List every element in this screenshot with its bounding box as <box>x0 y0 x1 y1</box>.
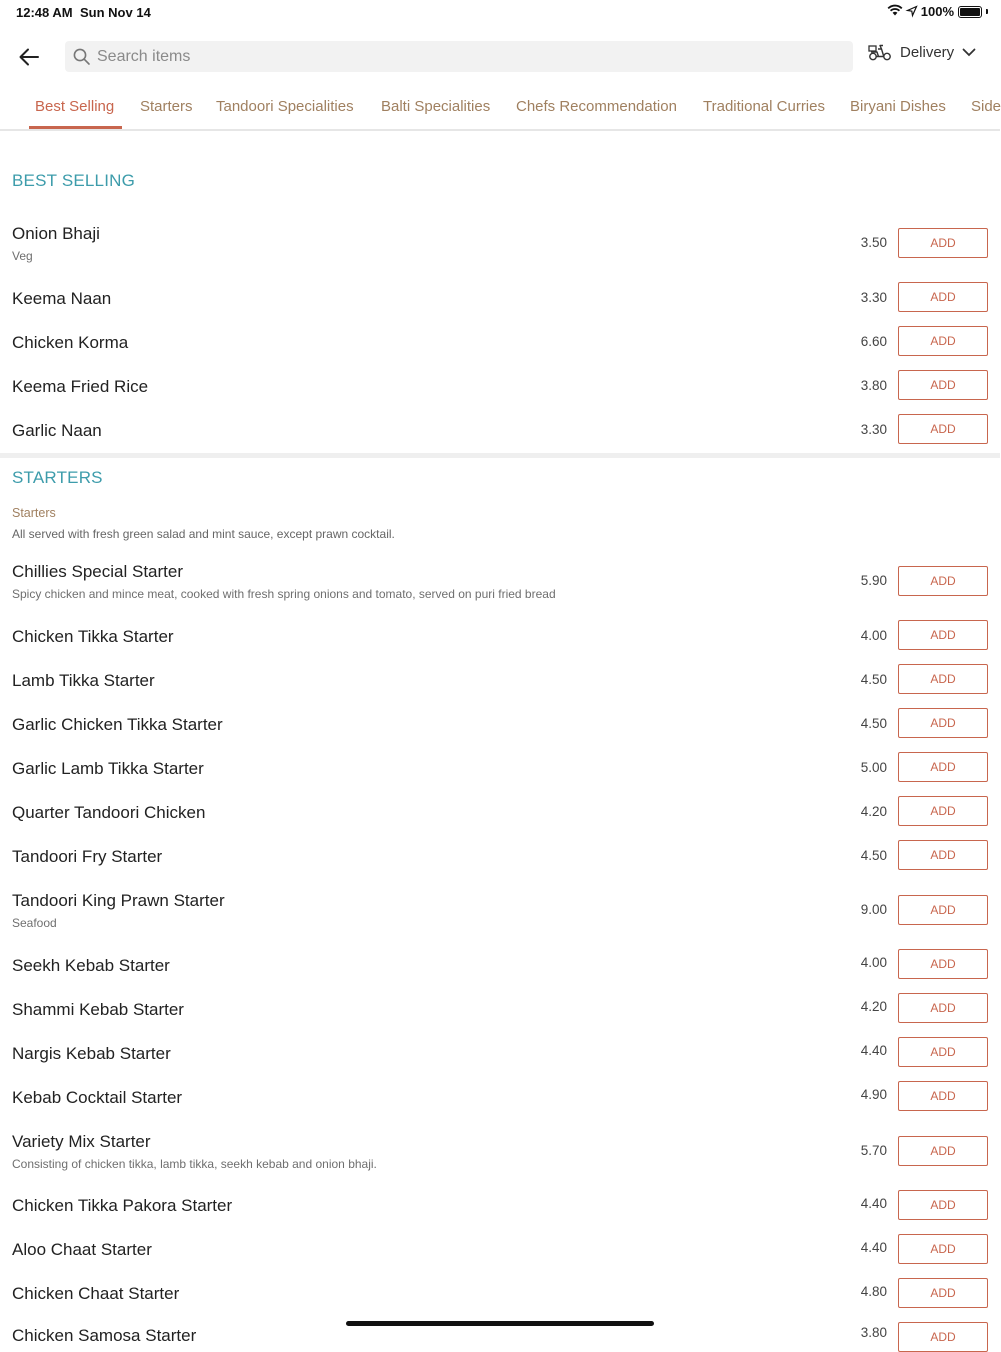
item-name: Garlic Chicken Tikka Starter <box>12 715 223 734</box>
add-button[interactable]: ADD <box>898 414 988 444</box>
menu-item <box>0 377 1000 407</box>
battery-percent: 100% <box>920 4 954 19</box>
item-name: Chillies Special Starter <box>12 562 184 581</box>
wifi-icon <box>887 4 903 19</box>
item-name: Chicken Tikka Pakora Starter <box>12 1196 233 1215</box>
add-button[interactable]: ADD <box>898 1136 988 1166</box>
item-name: Variety Mix Starter <box>12 1132 151 1151</box>
add-button[interactable]: ADD <box>898 1190 988 1220</box>
section-title-best-selling: BEST SELLING <box>12 171 136 190</box>
add-button[interactable]: ADD <box>898 840 988 870</box>
add-button[interactable]: ADD <box>898 282 988 312</box>
item-description: Consisting of chicken tikka, lamb tikka, seekh kebab and onion bhaji. <box>12 1157 377 1171</box>
back-arrow-icon <box>19 48 39 66</box>
item-name: Garlic Naan <box>12 421 102 440</box>
add-button[interactable]: ADD <box>898 566 988 596</box>
item-price: 3.80 <box>860 378 887 393</box>
item-price: 4.00 <box>860 955 887 970</box>
add-button[interactable]: ADD <box>898 796 988 826</box>
item-name: Nargis Kebab Starter <box>12 1044 171 1063</box>
item-name: Shammi Kebab Starter <box>12 1000 184 1019</box>
add-button[interactable]: ADD <box>898 326 988 356</box>
item-name: Garlic Lamb Tikka Starter <box>12 759 204 778</box>
item-name: Quarter Tandoori Chicken <box>12 803 206 822</box>
item-price: 4.80 <box>860 1284 887 1299</box>
item-name: Keema Fried Rice <box>12 377 149 396</box>
item-price: 3.80 <box>860 1325 887 1340</box>
item-name: Onion Bhaji <box>12 224 100 243</box>
item-price: 4.90 <box>860 1087 887 1102</box>
item-name: Chicken Tikka Starter <box>12 627 174 646</box>
battery-icon <box>958 6 982 18</box>
item-name: Chicken Korma <box>12 333 129 352</box>
menu-item <box>0 891 1000 935</box>
item-name: Chicken Chaat Starter <box>12 1284 180 1303</box>
menu-item <box>0 289 1000 319</box>
status-bar <box>0 0 1000 24</box>
menu-item <box>0 562 1000 606</box>
item-name: Aloo Chaat Starter <box>12 1240 152 1259</box>
item-price: 3.30 <box>860 290 887 305</box>
item-price: 4.20 <box>860 804 887 819</box>
scooter-icon <box>868 43 892 61</box>
section-divider <box>0 453 1000 458</box>
location-arrow-icon <box>907 4 917 19</box>
delivery-label: Delivery <box>900 43 955 61</box>
back-button[interactable] <box>14 42 44 72</box>
home-indicator <box>346 1321 654 1326</box>
menu-item <box>0 1000 1000 1030</box>
item-name: Tandoori King Prawn Starter <box>12 891 225 910</box>
add-button[interactable]: ADD <box>898 370 988 400</box>
add-button[interactable]: ADD <box>898 620 988 650</box>
menu-item <box>0 1044 1000 1074</box>
add-button[interactable]: ADD <box>898 1322 988 1352</box>
tab-sides[interactable]: Side <box>971 98 1001 115</box>
menu-item <box>0 1088 1000 1118</box>
menu-item <box>0 715 1000 745</box>
add-button[interactable]: ADD <box>898 1278 988 1308</box>
status-indicators <box>887 4 988 19</box>
item-name: Keema Naan <box>12 289 112 308</box>
menu-item <box>0 1284 1000 1314</box>
menu-item <box>0 1325 1000 1345</box>
menu-item <box>0 333 1000 363</box>
item-price: 4.50 <box>860 716 887 731</box>
menu-item <box>0 1196 1000 1226</box>
section-subtitle: Starters <box>12 506 56 520</box>
search-bar[interactable] <box>65 41 853 72</box>
tab-starters[interactable]: Starters <box>140 98 193 115</box>
item-description: Spicy chicken and mince meat, cooked with fresh spring onions and tomato, served on puri fried bread <box>12 587 556 601</box>
item-price: 6.60 <box>860 334 887 349</box>
chevron-down-icon <box>962 48 976 57</box>
add-button[interactable]: ADD <box>898 895 988 925</box>
add-button[interactable]: ADD <box>898 949 988 979</box>
search-input[interactable] <box>97 48 797 66</box>
item-price: 4.20 <box>860 999 887 1014</box>
menu-item <box>0 956 1000 986</box>
item-name: Lamb Tikka Starter <box>12 671 155 690</box>
item-tag: Seafood <box>12 916 57 930</box>
active-tab-indicator <box>29 126 122 129</box>
item-name: Chicken Samosa Starter <box>12 1326 197 1345</box>
item-price: 4.40 <box>860 1240 887 1255</box>
add-button[interactable]: ADD <box>898 228 988 258</box>
add-button[interactable]: ADD <box>898 1234 988 1264</box>
status-time: 12:48 AM <box>16 5 73 20</box>
menu-item <box>0 224 1000 268</box>
item-price: 4.40 <box>860 1043 887 1058</box>
delivery-selector[interactable] <box>868 43 976 61</box>
menu-item <box>0 847 1000 877</box>
item-tag: Veg <box>12 249 33 263</box>
add-button[interactable]: ADD <box>898 664 988 694</box>
category-tabs <box>0 86 1000 131</box>
item-price: 4.00 <box>860 628 887 643</box>
tab-best-selling[interactable]: Best Selling <box>35 98 115 115</box>
item-price: 5.00 <box>860 760 887 775</box>
item-price: 3.30 <box>860 422 887 437</box>
item-price: 9.00 <box>860 902 887 917</box>
menu-item <box>0 671 1000 701</box>
item-name: Seekh Kebab Starter <box>12 956 170 975</box>
item-name: Kebab Cocktail Starter <box>12 1088 183 1107</box>
header <box>0 40 1000 74</box>
item-price: 5.90 <box>860 573 887 588</box>
add-button[interactable]: ADD <box>898 752 988 782</box>
menu-item <box>0 421 1000 451</box>
item-name: Tandoori Fry Starter <box>12 847 163 866</box>
item-price: 5.70 <box>860 1143 887 1158</box>
tab-traditional-curries[interactable]: Traditional Curries <box>703 98 825 115</box>
add-button[interactable]: ADD <box>898 708 988 738</box>
item-price: 4.50 <box>860 672 887 687</box>
section-description: All served with fresh green salad and mint sauce, except prawn cocktail. <box>12 527 395 541</box>
tab-balti-specialities[interactable]: Balti Specialities <box>381 98 491 115</box>
menu-item <box>0 627 1000 657</box>
menu-item <box>0 803 1000 833</box>
add-button[interactable]: ADD <box>898 1037 988 1067</box>
item-price: 4.50 <box>860 848 887 863</box>
tab-tandoori-specialities[interactable]: Tandoori Specialities <box>216 98 354 115</box>
menu-item <box>0 1240 1000 1270</box>
status-date: Sun Nov 14 <box>80 5 151 20</box>
menu-item <box>0 1132 1000 1176</box>
tab-chefs-recommendation[interactable]: Chefs Recommendation <box>516 98 677 115</box>
section-title-starters: STARTERS <box>12 468 103 487</box>
item-price: 3.50 <box>860 235 887 250</box>
search-icon <box>73 48 90 65</box>
item-price: 4.40 <box>860 1196 887 1211</box>
menu-item <box>0 759 1000 789</box>
add-button[interactable]: ADD <box>898 1081 988 1111</box>
add-button[interactable]: ADD <box>898 993 988 1023</box>
tab-biryani-dishes[interactable]: Biryani Dishes <box>850 98 946 115</box>
